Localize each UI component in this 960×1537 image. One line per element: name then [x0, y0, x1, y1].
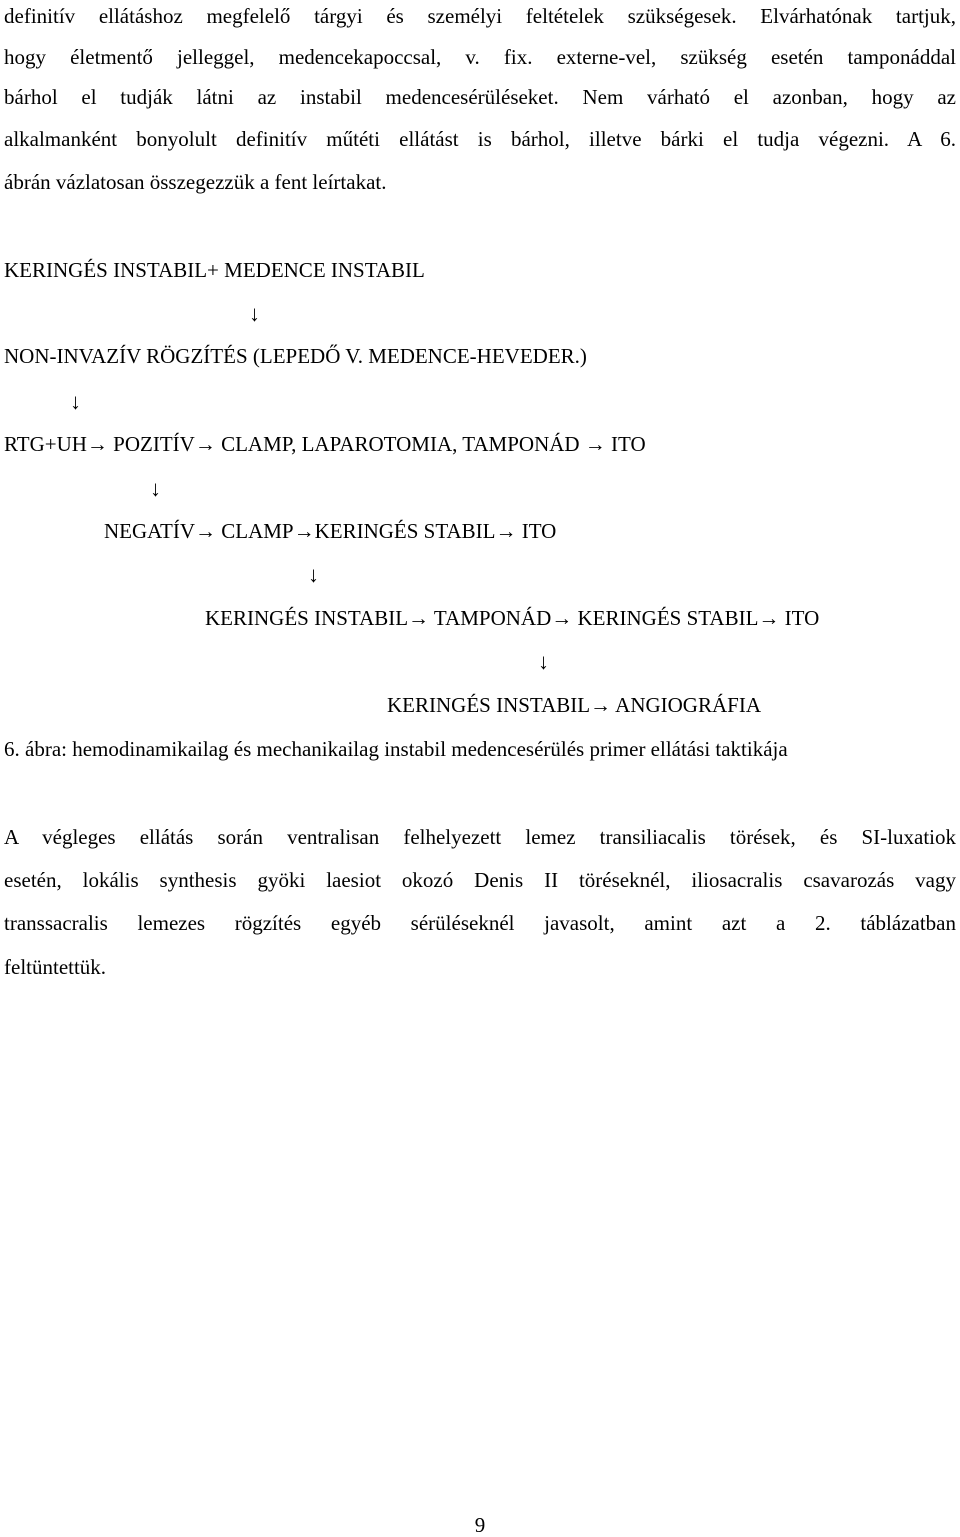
down-arrow-icon: ↓	[70, 389, 81, 414]
down-arrow-icon: ↓	[249, 301, 260, 326]
down-arrow-icon: ↓	[538, 649, 549, 674]
outro-line-2: esetén, lokális synthesis gyöki laesiot okozó Denis II töréseknél, iliosacralis csavarozás vagy	[4, 868, 956, 892]
down-arrow-icon: ↓	[308, 562, 319, 587]
down-arrow-icon: ↓	[150, 476, 161, 501]
intro-line-4: alkalmanként bonyolult definitív műtéti ellátást is bárhol, illetve bárki el tudja végezni. A 6.	[4, 127, 956, 151]
figure-caption: 6. ábra: hemodinamikailag és mechanikailag instabil medencesérülés primer ellátási taktikája	[4, 737, 788, 761]
intro-line-3: bárhol el tudják látni az instabil medencesérüléseket. Nem várható el azonban, hogy az	[4, 85, 956, 109]
outro-line-1: A végleges ellátás során ventralisan felhelyezett lemez transiliacalis törések, és SI-luxatiok	[4, 825, 956, 849]
flow-step-rtg-uh-positive: RTG+UH→ POZITÍV→ CLAMP, LAPAROTOMIA, TAMPONÁD → ITO	[4, 432, 646, 456]
intro-line-1: definitív ellátáshoz megfelelő tárgyi és személyi feltételek szükségesek. Elvárhatónak tartjuk,	[4, 4, 956, 28]
outro-line-3: transsacralis lemezes rögzítés egyéb sérüléseknél javasolt, amint azt a 2. táblázatban	[4, 911, 956, 935]
flow-step-circulation-unstable-tamponade: KERINGÉS INSTABIL→ TAMPONÁD→ KERINGÉS STABIL→ ITO	[205, 606, 820, 630]
flow-step-negative: NEGATÍV→ CLAMP→KERINGÉS STABIL→ ITO	[104, 519, 557, 543]
page-number: 9	[474, 1513, 486, 1537]
flow-step-angiography: KERINGÉS INSTABIL→ ANGIOGRÁFIA	[387, 693, 761, 717]
intro-line-2: hogy életmentő jelleggel, medencekapoccsal, v. fix. externe-vel, szükség esetén tamponáddal	[4, 45, 956, 69]
flow-step-circulation-unstable: KERINGÉS INSTABIL+ MEDENCE INSTABIL	[4, 258, 425, 282]
outro-line-4: feltüntettük.	[4, 955, 107, 979]
intro-line-5: ábrán vázlatosan összegezzük a fent leírtakat.	[4, 170, 387, 194]
flow-step-noninvasive-fixation: NON-INVAZÍV RÖGZÍTÉS (LEPEDŐ V. MEDENCE-HEVEDER.)	[4, 344, 587, 368]
